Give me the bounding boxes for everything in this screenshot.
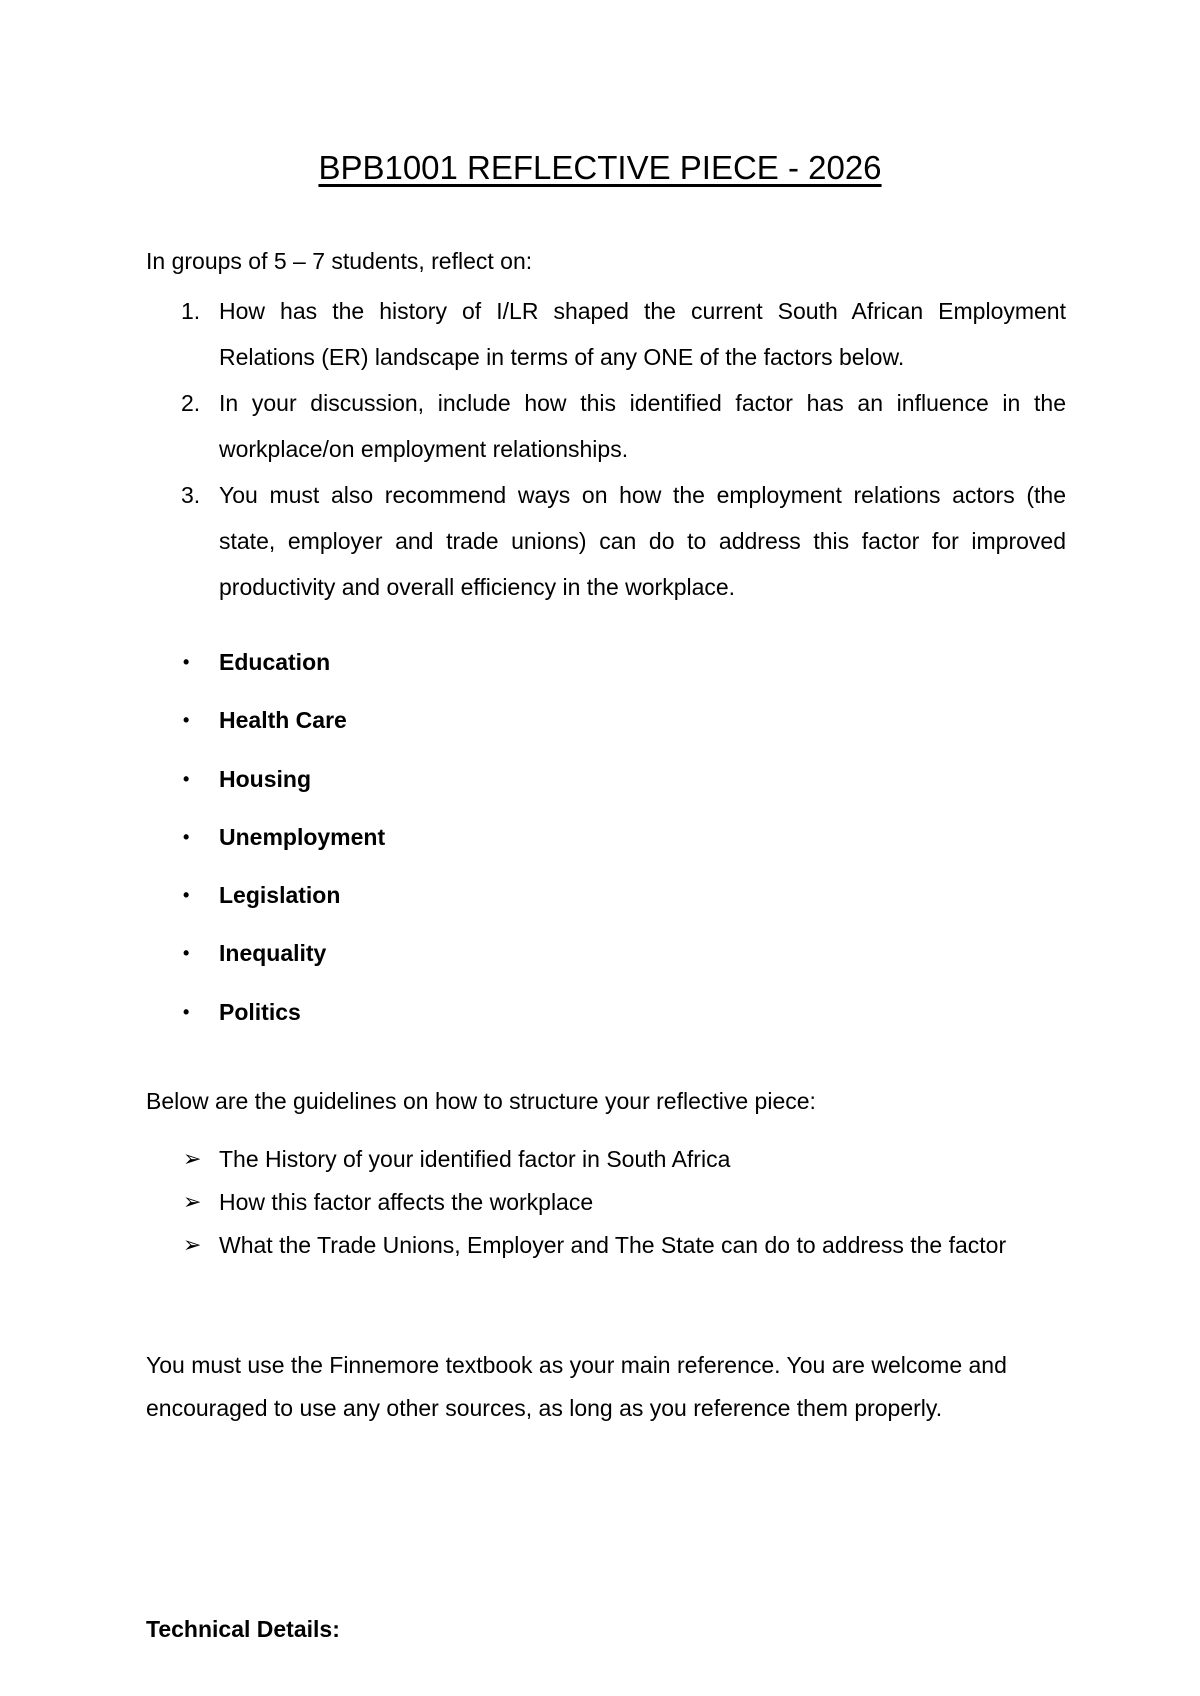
bullet-dot-icon: • [183, 826, 190, 847]
factor-label: Legislation [219, 882, 341, 909]
arrow-bullet-icon: ➢ [183, 1189, 202, 1214]
factor-label: Inequality [219, 940, 327, 967]
factor-item [146, 647, 385, 705]
guideline-text: The History of your identified factor in South Africa [219, 1146, 731, 1172]
guideline-text: What the Trade Unions, Employer and The State can do to address the factor [219, 1232, 1007, 1258]
document-title: BPB1001 REFLECTIVE PIECE - 2026 [318, 149, 882, 186]
question-number: 3. [181, 482, 201, 508]
question-list [146, 288, 1066, 610]
bullet-dot-icon: • [183, 652, 190, 672]
reference-note: You must use the Finnemore textbook as your main reference. You are welcome and encouraged to use any other sources, as long as you reference them properly. [146, 1352, 1007, 1421]
guideline-text: How this factor affects the workplace [219, 1189, 594, 1215]
factor-item [146, 880, 385, 938]
question-item [146, 472, 1066, 610]
question-text: You must also recommend ways on how the employment relations actors (the state, employer and trade unions) can do to address this factor for improved productivity and overall efficiency in the workplace. [219, 482, 1066, 600]
factor-item [146, 764, 385, 822]
question-item [146, 288, 1066, 380]
question-text: In your discussion, include how this identified factor has an influence in the workplace/on employment relationships. [219, 390, 1066, 462]
factor-label: Education [219, 649, 331, 675]
guidelines-intro: Below are the guidelines on how to structure your reflective piece: [146, 1088, 816, 1114]
factor-item [146, 997, 385, 1055]
intro-text: In groups of 5 – 7 students, reflect on: [146, 248, 533, 274]
question-number: 1. [181, 298, 201, 324]
factor-item [146, 822, 385, 880]
bullet-dot-icon: • [183, 885, 190, 906]
guideline-list [146, 1144, 1006, 1273]
question-number: 2. [181, 390, 201, 416]
question-text: How has the history of I/LR shaped the current South African Employment Relations (ER) landscape in terms of any ONE of the factors below. [219, 298, 1066, 370]
bullet-dot-icon: • [183, 943, 190, 964]
question-item [146, 380, 1066, 472]
arrow-bullet-icon: ➢ [183, 1146, 202, 1171]
bullet-dot-icon: • [183, 710, 190, 731]
arrow-bullet-icon: ➢ [183, 1232, 202, 1257]
factor-label: Politics [219, 998, 301, 1025]
factor-list [146, 647, 385, 1055]
factor-label: Unemployment [219, 823, 386, 850]
factor-label: Housing [219, 765, 311, 792]
factor-item [146, 705, 385, 763]
guideline-item [146, 1230, 1006, 1273]
bullet-dot-icon: • [183, 1001, 190, 1022]
guideline-item [146, 1144, 1006, 1187]
technical-details-heading: Technical Details: [146, 1616, 340, 1642]
factor-item [146, 938, 385, 996]
bullet-dot-icon: • [183, 768, 190, 789]
guideline-item [146, 1187, 1006, 1230]
factor-label: Health Care [219, 707, 347, 734]
